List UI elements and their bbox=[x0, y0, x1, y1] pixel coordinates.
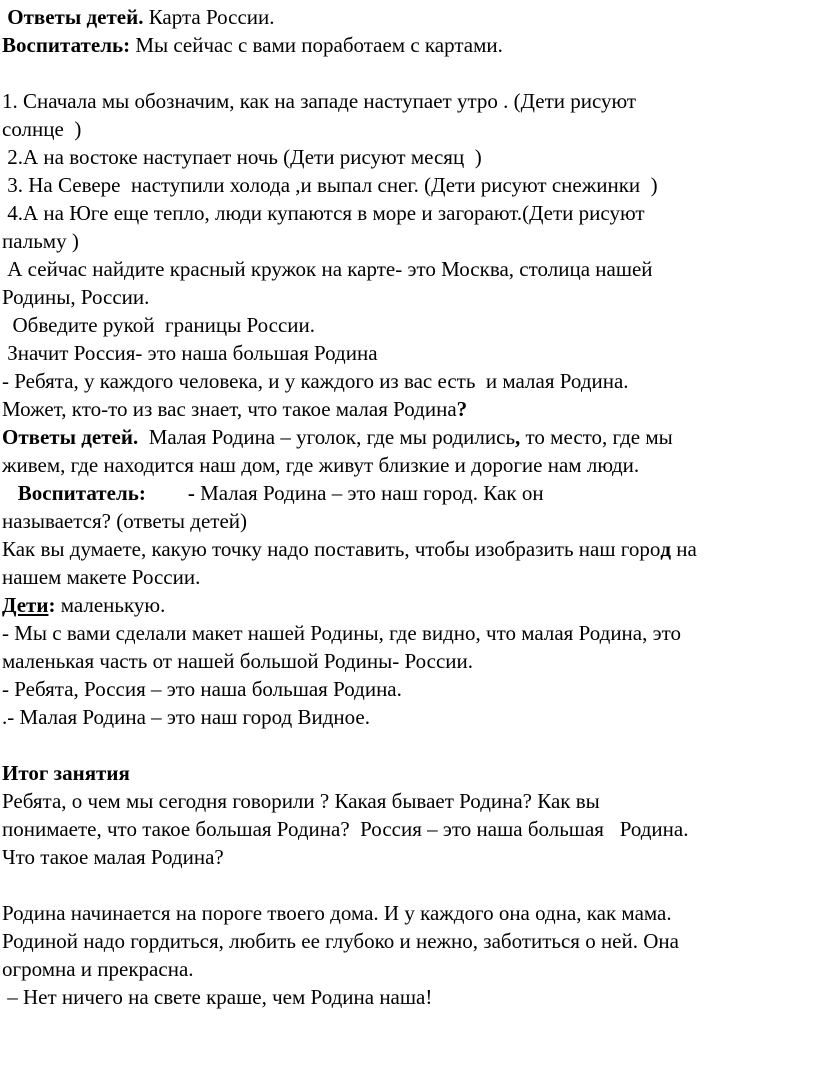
dash: - bbox=[187, 481, 195, 505]
step-4-line-a: 4.А на Юге еще тепло, люди купаются в море и загорают.(Дети рисуют bbox=[2, 201, 645, 225]
step-1-line-a: 1. Сначала мы обозначим, как на западе наступает утро . (Дети рисуют bbox=[2, 89, 637, 113]
comma: , bbox=[515, 425, 521, 449]
summary-line-2: понимаете, что такое большая Родина? Россия – это наша большая Родина. bbox=[2, 817, 689, 841]
teacher-city-line-a bbox=[2, 479, 808, 507]
teacher-intro-line bbox=[2, 31, 808, 59]
answers-text-2: то место, где мы bbox=[520, 425, 673, 449]
small-homeland-line-b bbox=[2, 395, 808, 423]
final-line-2: Родиной надо гордиться, любить ее глубоко и нежно, заботиться о ней. Она bbox=[2, 929, 679, 953]
spacer bbox=[146, 481, 188, 505]
russia-line: - Ребята, Россия – это наша большая Родина. bbox=[2, 677, 402, 701]
blank-line bbox=[2, 59, 808, 87]
small-homeland-question: Может, кто-то из вас знает, что такое малая Родина bbox=[2, 397, 457, 421]
summary-line-1: Ребята, о чем мы сегодня говорили ? Какая бывает Родина? Как вы bbox=[2, 789, 600, 813]
point-question-tail: на bbox=[671, 537, 697, 561]
vidnoe-line: .- Малая Родина – это наш город Видное. bbox=[2, 705, 370, 729]
summary-line-3: Что такое малая Родина? bbox=[2, 845, 224, 869]
teacher-city-line-b: называется? (ответы детей) bbox=[2, 509, 248, 533]
final-line-3: огромна и прекрасна. bbox=[2, 957, 194, 981]
model-line-b: маленькая часть от нашей большой Родины- России. bbox=[2, 649, 474, 673]
point-question-line-a bbox=[2, 535, 808, 563]
step-3-line: 3. На Севере наступили холода ,и выпал снег. (Дети рисуют снежинки ) bbox=[2, 173, 658, 197]
colon: : bbox=[48, 593, 56, 617]
teacher-label: Воспитатель: bbox=[2, 33, 131, 57]
teacher-city-text: Малая Родина – это наш город. Как он bbox=[194, 481, 544, 505]
step-2-line: 2.А на востоке наступает ночь (Дети рисуют месяц ) bbox=[2, 145, 482, 169]
step-1-line-b: солнце ) bbox=[2, 117, 82, 141]
blank-line bbox=[2, 871, 808, 899]
small-homeland-line-a: - Ребята, у каждого человека, и у каждого из вас есть и малая Родина. bbox=[2, 369, 629, 393]
moscow-line-a: А сейчас найдите красный кружок на карте- это Москва, столица нашей bbox=[2, 257, 653, 281]
model-line-a: - Мы с вами сделали макет нашей Родины, где видно, что малая Родина, это bbox=[2, 621, 682, 645]
answers-text-1: Малая Родина – уголок, где мы родились bbox=[138, 425, 516, 449]
answers-line-b: живем, где находится наш дом, где живут близкие и дорогие нам люди. bbox=[2, 453, 640, 477]
blank-line bbox=[2, 731, 808, 759]
children-label: Дети bbox=[2, 593, 49, 617]
summary-title: Итог занятия bbox=[2, 761, 130, 785]
big-homeland-line: Значит Россия- это наша большая Родина bbox=[2, 341, 378, 365]
step-4-line-b: пальму ) bbox=[2, 229, 79, 253]
children-reply-line bbox=[2, 591, 808, 619]
teacher-intro-text: Мы сейчас с вами поработаем с картами. bbox=[130, 33, 503, 57]
teacher-label: Воспитатель: bbox=[2, 481, 146, 505]
point-question-line-b: нашем макете России. bbox=[2, 565, 201, 589]
children-reply-text: маленькую. bbox=[55, 593, 166, 617]
moscow-line-b: Родины, России. bbox=[2, 285, 150, 309]
final-line-4: – Нет ничего на свете краше, чем Родина наша! bbox=[2, 985, 433, 1009]
final-line-1: Родина начинается на пороге твоего дома. И у каждого она одна, как мама. bbox=[2, 901, 672, 925]
question-mark: ? bbox=[456, 397, 468, 421]
borders-line: Обведите рукой границы России. bbox=[2, 313, 316, 337]
children-answers-label: Ответы детей. bbox=[2, 425, 139, 449]
point-question-text: Как вы думаете, какую точку надо поставить, чтобы изобразить наш горо bbox=[2, 537, 661, 561]
children-answers-label: Ответы детей. bbox=[2, 5, 144, 29]
bold-letter: д bbox=[660, 537, 671, 561]
answers-line-a bbox=[2, 423, 808, 451]
heading-line bbox=[2, 3, 808, 31]
heading-text: Карта России. bbox=[143, 5, 275, 29]
